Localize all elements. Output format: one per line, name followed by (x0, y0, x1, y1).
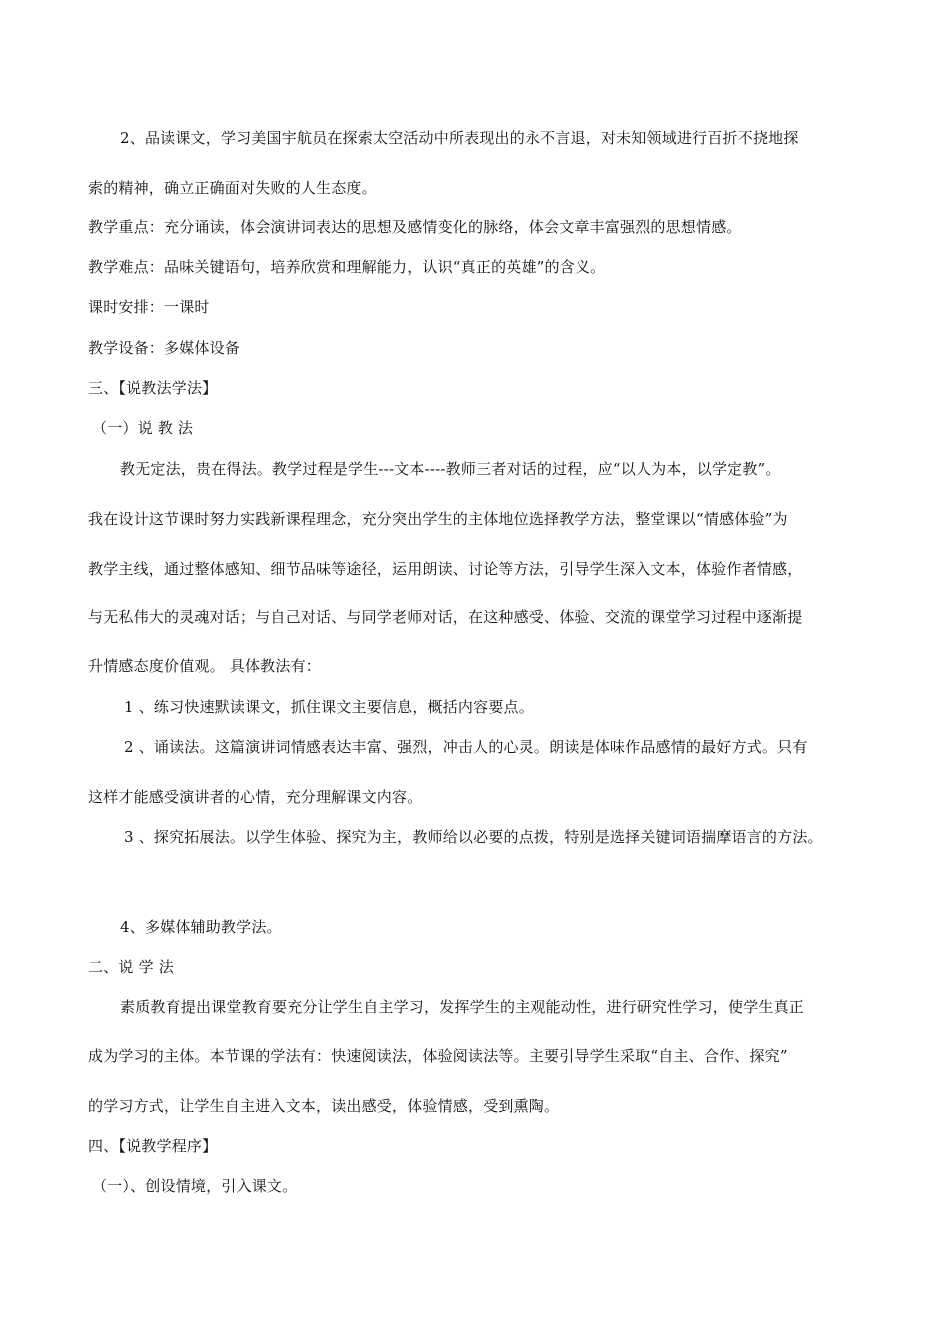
paragraph-line: 这样才能感受演讲者的心情，充分理解课文内容。 (88, 788, 423, 806)
key-point-line: 教学重点：充分诵读，体会演讲词表达的思想及感情变化的脉络，体会文章丰富强烈的思想情感。 (88, 218, 742, 236)
section-heading: 三、【说教法学法】 (88, 379, 218, 397)
list-item: 4、多媒体辅助教学法。 (120, 918, 282, 936)
subsection-heading: （一）、创设情境，引入课文。 (92, 1177, 298, 1195)
paragraph-line: 成为学习的主体。本节课的学法有：快速阅读法，体验阅读法等。主要引导学生采取“自主、合作、探究” (88, 1047, 788, 1065)
list-item: 2 、诵读法。这篇演讲词情感表达丰富、强烈，冲击人的心灵。朗读是体味作品感情的最好方式。只有 (124, 738, 808, 756)
paragraph-line: 教无定法，贵在得法。教学过程是学生---文本----教师三者对话的过程，应“以人为本，以学定教”。 (120, 460, 781, 478)
paragraph-line: 2、品读课文，学习美国宇航员在探索太空活动中所表现出的永不言退，对未知领域进行百折不挠地探 (120, 129, 799, 147)
schedule-line: 课时安排：一课时 (88, 298, 210, 316)
section-heading: 二、说 学 法 (88, 958, 174, 976)
paragraph-line: 索的精神，确立正确面对失败的人生态度。 (88, 179, 377, 197)
paragraph-line: 升情感态度价值观。 具体教法有： (88, 657, 321, 675)
equipment-line: 教学设备：多媒体设备 (88, 339, 241, 357)
difficulty-line: 教学难点：品味关键语句，培养欣赏和理解能力，认识“真正的英雄”的含义。 (88, 258, 606, 276)
list-item: 3 、探究拓展法。以学生体验、探究为主，教师给以必要的点拨，特别是选择关键词语揣摩语言的方法。 (124, 828, 823, 846)
paragraph-line: 与无私伟大的灵魂对话；与自己对话、与同学老师对话，在这种感受、体验、交流的课堂学习过程中逐渐提 (88, 608, 803, 626)
section-heading: 四、【说教学程序】 (88, 1137, 218, 1155)
paragraph-line: 的学习方式，让学生自主进入文本，读出感受，体验情感，受到熏陶。 (88, 1097, 560, 1115)
paragraph-line: 教学主线，通过整体感知、细节品味等途径，运用朗读、讨论等方法，引导学生深入文本，体验作者情感， (88, 560, 803, 578)
paragraph-line: 素质教育提出课堂教育要充分让学生自主学习，发挥学生的主观能动性，进行研究性学习，使学生真正 (120, 998, 805, 1016)
paragraph-line: 我在设计这节课时努力实践新课程理念，充分突出学生的主体地位选择教学方法，整堂课以“情感体验”为 (88, 510, 788, 528)
subsection-heading: （一）说 教 法 (92, 419, 194, 437)
list-item: 1 、练习快速默读课文，抓住课文主要信息，概括内容要点。 (124, 698, 534, 716)
